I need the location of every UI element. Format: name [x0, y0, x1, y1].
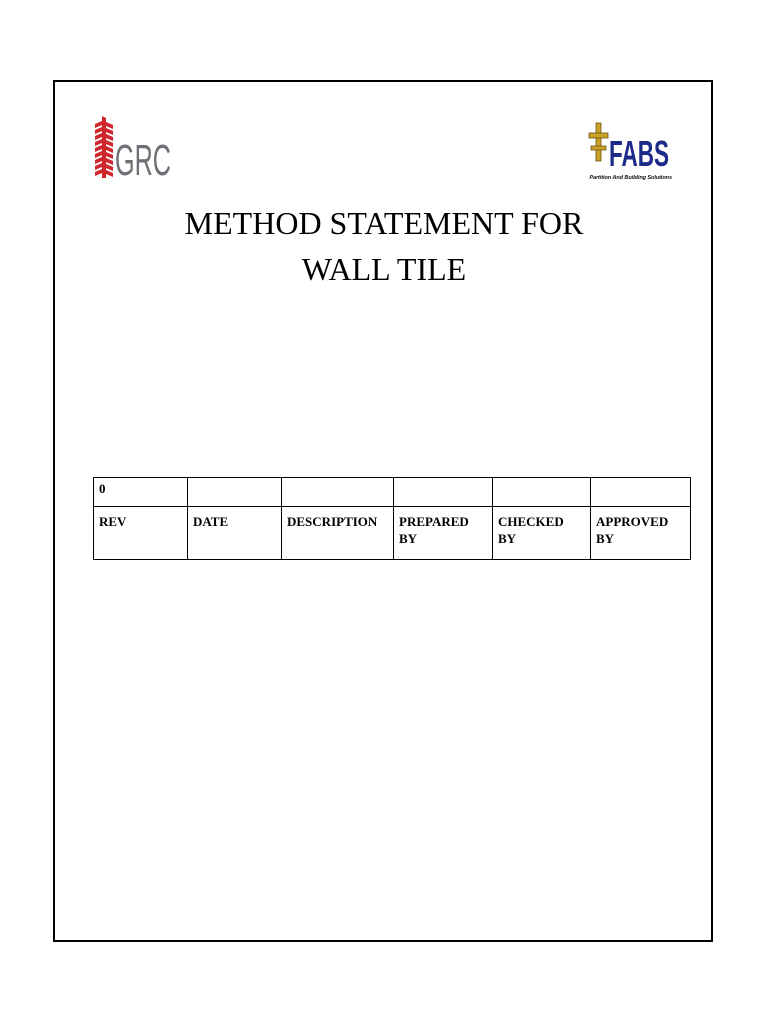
date-value-cell [188, 478, 282, 507]
title-line-1: METHOD STATEMENT FOR [184, 205, 584, 241]
approved-by-header: APPROVED BY [591, 507, 691, 560]
document-title [0, 200, 768, 292]
svg-text:FABS: FABS [609, 133, 669, 174]
fabs-tagline: Partition And Building Solutions [589, 175, 672, 181]
prepared-by-header: PREPARED BY [394, 507, 493, 560]
fabs-logo [588, 120, 672, 188]
description-value-cell [282, 478, 394, 507]
date-header: DATE [188, 507, 282, 560]
approved-by-value-cell [591, 478, 691, 507]
rev-value-cell: 0 [94, 478, 188, 507]
revision-table [93, 477, 691, 560]
grc-logo [92, 116, 174, 185]
revision-header-row [94, 507, 691, 560]
svg-text:GRC: GRC [115, 136, 171, 185]
title-line-2: WALL TILE [301, 251, 467, 287]
prepared-by-value-cell [394, 478, 493, 507]
revision-values-row [94, 478, 691, 507]
description-header: DESCRIPTION [282, 507, 394, 560]
checked-by-header: CHECKED BY [493, 507, 591, 560]
checked-by-value-cell [493, 478, 591, 507]
rev-header: REV [94, 507, 188, 560]
